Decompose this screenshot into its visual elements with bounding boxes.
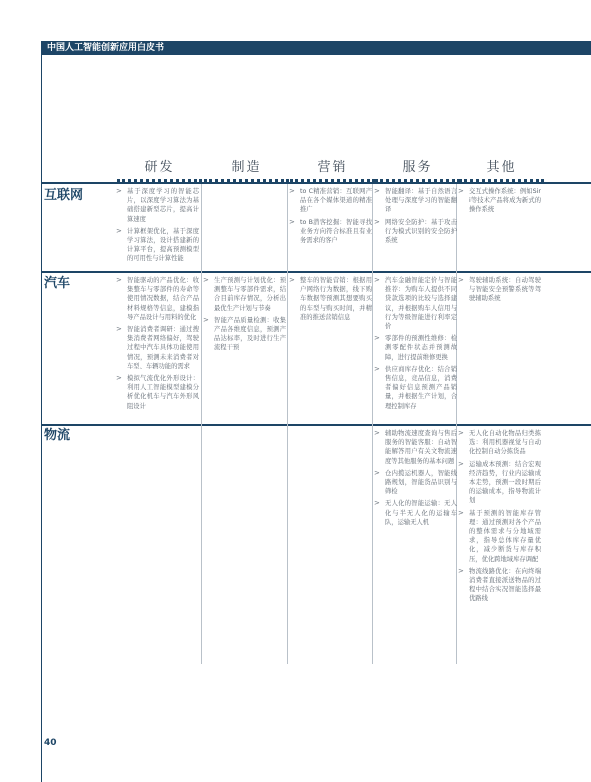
bullet-item: > 智能驱动的产品优化：收集整车与零部件的寿命等使用情况数据，结合产品材料规格等信息，建模指导产品设计与用料的优化 bbox=[116, 276, 199, 321]
bullet-item: > 基于深度学习的智能芯片，以深度学习算法为基础搭建新型芯片，提高计算速度 bbox=[116, 187, 199, 223]
row-divider bbox=[41, 182, 591, 184]
chevron-right-icon: > bbox=[116, 276, 122, 284]
bullet-item: > 无人化自动化物品归类拣选：利用机器视觉与自动化控制自动分拣货品 bbox=[458, 429, 541, 456]
chevron-right-icon: > bbox=[289, 276, 295, 284]
chevron-right-icon: > bbox=[374, 468, 380, 477]
column-separator bbox=[201, 184, 202, 664]
header-title: 中国人工智能创新应用白皮书 bbox=[47, 43, 165, 53]
row-label-automotive: 汽车 bbox=[44, 276, 71, 291]
bullet-item: > 网络安全防护：基于攻击行为模式识别的安全防护系统 bbox=[374, 217, 457, 245]
column-header-marketing: 营销 bbox=[317, 160, 348, 175]
chevron-right-icon: > bbox=[458, 508, 464, 517]
bullet-item: > 驾驶辅助系统：自动驾驶与智能安全预警系统等驾驶辅助系统 bbox=[458, 276, 541, 303]
chevron-right-icon: > bbox=[203, 276, 209, 284]
chevron-right-icon: > bbox=[458, 276, 464, 284]
bullet-item: > 物流线路优化：在向终端消费者直接派送物品的过程中结合实况智能选择最优路线 bbox=[458, 566, 541, 603]
chevron-right-icon: > bbox=[374, 499, 380, 508]
column-separator bbox=[287, 184, 288, 664]
bullet-item: > 运输成本预测：结合宏观经济趋势，行业内运输成本走势，预测一段时期后的运输成本，指导物流计划 bbox=[458, 459, 541, 505]
bullet-item: > 基于预测的智能库存管理：通过预测对各个产品的整体需求与分地域需求，指导总体库存量优化，减少断货与库存积压，优化跨地域库存调配 bbox=[458, 508, 541, 563]
row-divider bbox=[41, 271, 591, 273]
row-divider bbox=[41, 424, 591, 426]
cell-internet-service bbox=[374, 187, 457, 248]
bullet-item: > 汽车金融智能定价与智能推荐：为购车人提供不同贷款选项的比较与选择建议，并根据购车人信用与行为等级智能进行利率定价 bbox=[374, 276, 457, 331]
cell-internet-other bbox=[458, 187, 541, 218]
bullet-item: > to B潜客挖掘：智能寻找业务方向符合标准且有业务需求的客户 bbox=[289, 217, 372, 245]
bullet-item: > 辅助物流速度查询与售后服务的智能客服：自动智能解答用户有关文物流速度等其他服务的基本问题 bbox=[374, 429, 457, 465]
page-number: 40 bbox=[44, 738, 57, 748]
chevron-right-icon: > bbox=[458, 187, 464, 195]
row-label-logistics: 物流 bbox=[44, 428, 71, 443]
chevron-right-icon: > bbox=[458, 566, 464, 575]
chevron-right-icon: > bbox=[116, 374, 122, 383]
bullet-item: > 智能翻译：基于自然语言处理与深度学习的智能翻译 bbox=[374, 187, 457, 214]
chevron-right-icon: > bbox=[116, 325, 122, 334]
row-label-internet: 互联网 bbox=[44, 188, 84, 203]
chevron-right-icon: > bbox=[289, 187, 295, 195]
side-rule bbox=[41, 41, 42, 782]
chevron-right-icon: > bbox=[458, 429, 464, 437]
bullet-item: > 智能产品质量检测：收集产品各维度信息，预测产品达标率，及时进行生产流程干预 bbox=[203, 315, 286, 352]
bullet-item: > 无人化的智能运输：无人化与半无人化的运输车队，运输无人机 bbox=[374, 499, 457, 526]
column-header-rnd: 研发 bbox=[144, 160, 175, 175]
chevron-right-icon: > bbox=[374, 217, 380, 226]
cell-automotive-service bbox=[374, 276, 457, 414]
chevron-right-icon: > bbox=[289, 217, 295, 226]
cell-logistics-service bbox=[374, 429, 457, 530]
cell-automotive-other bbox=[458, 276, 541, 307]
column-separator bbox=[372, 184, 373, 664]
cell-automotive-manufacturing bbox=[203, 276, 286, 356]
cell-internet-rnd bbox=[116, 187, 199, 267]
bullet-item: > 计算框架优化，基于深度学习算法，设计搭建新的计算平台，提高预测模型的可用性与计算性能 bbox=[116, 226, 199, 263]
chevron-right-icon: > bbox=[374, 187, 380, 195]
chevron-right-icon: > bbox=[116, 187, 122, 195]
cell-automotive-marketing bbox=[289, 276, 372, 325]
bullet-item: > 生产预测与计划优化：预测整车与零部件需求，结合目前库存情况，分析出最优生产计划与节奏 bbox=[203, 276, 286, 312]
bullet-item: > 交互式操作系统：例如Siri等技术产品将成为新式的操作系统 bbox=[458, 187, 541, 214]
bullet-item: > 整车的智能营销：根据用户网络行为数据，线下购车数据等预测其想要购买的车型与购买时间，并精准的推送营销信息 bbox=[289, 276, 372, 321]
chevron-right-icon: > bbox=[203, 315, 209, 324]
cell-automotive-rnd bbox=[116, 276, 199, 414]
chevron-right-icon: > bbox=[374, 429, 380, 437]
chevron-right-icon: > bbox=[458, 459, 464, 468]
bullet-item: > 仓内揽运机器人，智能线路规划，智能货品识别与筛检 bbox=[374, 468, 457, 496]
column-header-service: 服务 bbox=[402, 160, 433, 175]
column-header-other: 其他 bbox=[486, 160, 517, 175]
chevron-right-icon: > bbox=[374, 276, 380, 284]
cell-internet-marketing bbox=[289, 187, 372, 248]
column-separator bbox=[456, 184, 457, 664]
chevron-right-icon: > bbox=[374, 364, 380, 373]
bullet-item: > 零部件的预测性维修：检测零配件状态并预测故障，进行提前维修更换 bbox=[374, 334, 457, 361]
chevron-right-icon: > bbox=[116, 226, 122, 235]
chevron-right-icon: > bbox=[374, 334, 380, 343]
column-header-manufacturing: 制造 bbox=[231, 160, 262, 175]
bullet-item: > 智能消费者调研：通过搜集消费者网络偏好，驾驶过程中汽车具体功能使用情况，预测未来消费者对车型、车辆功能的需求 bbox=[116, 325, 199, 370]
bullet-item: > to C精准营销：互联网产品在各个媒体渠道的精准推广 bbox=[289, 187, 372, 214]
bullet-item: > 供应商库存优化：结合销售信息，竞品信息，消费者偏好信息预测产品销量，并根据生产计划，合理控制库存 bbox=[374, 364, 457, 410]
bullet-item: > 模拟气流优化外形设计：利用人工智能模型建模分析优化机车与汽车外形风阻设计 bbox=[116, 374, 199, 410]
header-bar bbox=[41, 41, 591, 55]
cell-logistics-other bbox=[458, 429, 541, 607]
